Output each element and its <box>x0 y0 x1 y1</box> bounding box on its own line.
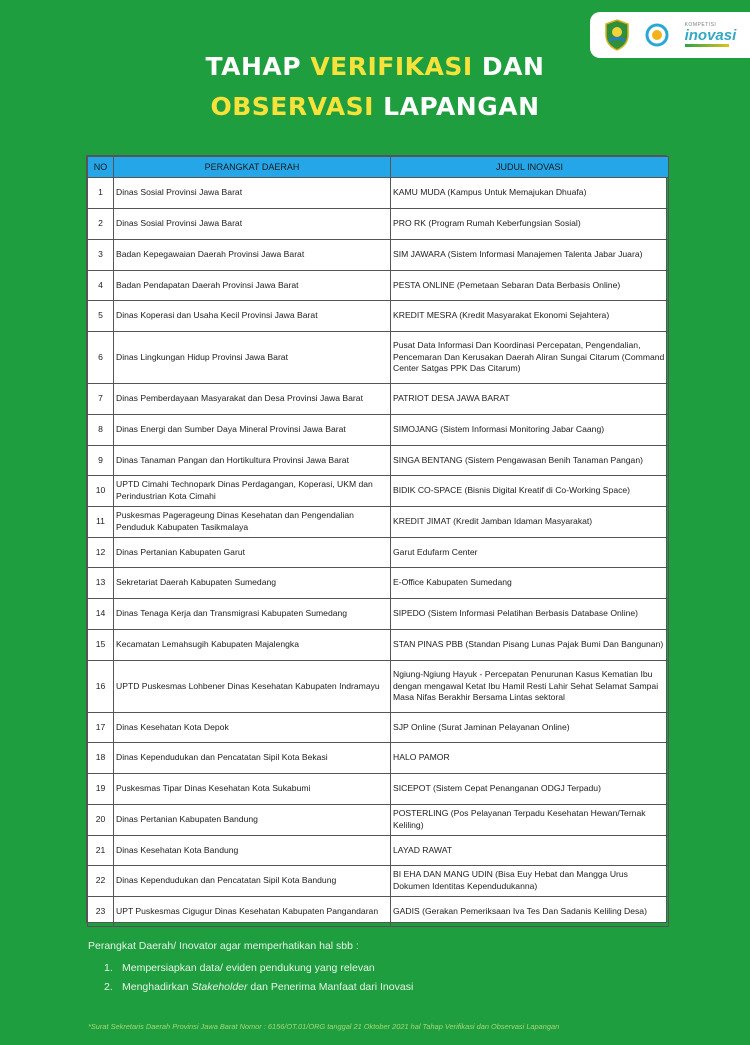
cell-no: 15 <box>88 630 114 661</box>
cell-perangkat-daerah: Kecamatan Lemahsugih Kabupaten Majalengka <box>114 630 391 661</box>
table-row <box>88 866 669 897</box>
cell-no: 18 <box>88 743 114 774</box>
cell-judul-inovasi: POSTERLING (Pos Pelayanan Terpadu Kesehatan Hewan/Ternak Keliling) <box>391 805 669 836</box>
cell-perangkat-daerah: Dinas Kependudukan dan Pencatatan Sipil Kota Bandung <box>114 866 391 897</box>
cell-perangkat-daerah: UPTD Puskesmas Lohbener Dinas Kesehatan Kabupaten Indramayu <box>114 661 391 713</box>
table-row <box>88 774 669 805</box>
cell-perangkat-daerah: Puskesmas Pagerageung Dinas Kesehatan dan Pengendalian Penduduk Kabupaten Tasikmalaya <box>114 507 391 538</box>
cell-judul-inovasi: BI EHA DAN MANG UDIN (Bisa Euy Hebat dan Mangga Urus Dokumen Identitas Kependudukanna) <box>391 866 669 897</box>
notes-heading: Perangkat Daerah/ Inovator agar memperhatikan hal sbb : <box>88 940 359 952</box>
cell-perangkat-daerah: Dinas Kesehatan Kota Bandung <box>114 836 391 866</box>
table-header-row <box>88 157 669 178</box>
cell-judul-inovasi: SIMOJANG (Sistem Informasi Monitoring Jabar Caang) <box>391 415 669 446</box>
table-row <box>88 415 669 446</box>
table-row <box>88 476 669 507</box>
title-part: DAN <box>472 52 545 81</box>
logo-big-text: inovasi <box>684 27 737 44</box>
cell-judul-inovasi: Pusat Data Informasi Dan Koordinasi Percepatan, Pengendalian, Pencemaran Dan Kerusakan Daerah Aliran Sungai Citarum (Command Center Satgas PPK Das Citarum) <box>391 332 669 384</box>
table <box>87 156 669 927</box>
cell-no: 14 <box>88 599 114 630</box>
table-row <box>88 332 669 384</box>
cell-no: 8 <box>88 415 114 446</box>
list-item-text: dan Penerima Manfaat dari Inovasi <box>247 981 414 993</box>
cell-perangkat-daerah: Dinas Pemberdayaan Masyarakat dan Desa Provinsi Jawa Barat <box>114 384 391 415</box>
cell-judul-inovasi: PATRIOT DESA JAWA BARAT <box>391 384 669 415</box>
cell-judul-inovasi: STAN PINAS PBB (Standan Pisang Lunas Pajak Bumi Dan Bangunan) <box>391 630 669 661</box>
logo-underline <box>685 44 729 47</box>
cell-perangkat-daerah: Dinas Sosial Provinsi Jawa Barat <box>114 209 391 240</box>
cell-no: 9 <box>88 446 114 476</box>
cell-judul-inovasi: PESTA ONLINE (Pemetaan Sebaran Data Berbasis Online) <box>391 271 669 301</box>
table-row <box>88 384 669 415</box>
list-item-number: 2. <box>104 981 113 993</box>
list-item <box>104 962 728 974</box>
cell-perangkat-daerah: UPTD Cimahi Technopark Dinas Perdagangan, Koperasi, UKM dan Perindustrian Kota Cimahi <box>114 476 391 507</box>
cell-judul-inovasi: SIPEDO (Sistem Informasi Pelatihan Berbasis Database Online) <box>391 599 669 630</box>
kompetisi-inovasi-logo <box>685 23 737 47</box>
innovation-table <box>86 155 667 923</box>
table-row <box>88 836 669 866</box>
cell-perangkat-daerah: Dinas Kesehatan Kota Depok <box>114 713 391 743</box>
page-title-line-1 <box>0 52 750 81</box>
cell-no: 4 <box>88 271 114 301</box>
cell-judul-inovasi: KAMU MUDA (Kampus Untuk Memajukan Dhuafa) <box>391 178 669 209</box>
table-row <box>88 507 669 538</box>
table-row <box>88 661 669 713</box>
cell-judul-inovasi: PRO RK (Program Rumah Keberfungsian Sosial) <box>391 209 669 240</box>
title-part: LAPANGAN <box>373 92 540 121</box>
cell-perangkat-daerah: Badan Kepegawaian Daerah Provinsi Jawa Barat <box>114 240 391 271</box>
column-header-judul-inovasi: JUDUL INOVASI <box>391 157 669 178</box>
cell-judul-inovasi: SJP Online (Surat Jaminan Pelayanan Online) <box>391 713 669 743</box>
list-item-number: 1. <box>104 962 113 974</box>
table-row <box>88 301 669 332</box>
table-row <box>88 446 669 476</box>
table-row <box>88 240 669 271</box>
cell-judul-inovasi: GADIS (Gerakan Pemeriksaan Iva Tes Dan Sadanis Keliling Desa) <box>391 897 669 927</box>
table-row <box>88 178 669 209</box>
cell-perangkat-daerah: Dinas Energi dan Sumber Daya Mineral Provinsi Jawa Barat <box>114 415 391 446</box>
cell-judul-inovasi: Garut Edufarm Center <box>391 538 669 568</box>
list-item-text: Menghadirkan <box>122 981 192 993</box>
list-item <box>104 981 728 993</box>
table-row <box>88 897 669 927</box>
organization-logo-icon <box>645 23 669 47</box>
table-row <box>88 271 669 301</box>
title-part-highlight: OBSERVASI <box>210 92 374 121</box>
cell-perangkat-daerah: Puskesmas Tipar Dinas Kesehatan Kota Sukabumi <box>114 774 391 805</box>
column-header-no: NO <box>88 157 114 178</box>
cell-judul-inovasi: BIDIK CO-SPACE (Bisnis Digital Kreatif di Co-Working Space) <box>391 476 669 507</box>
cell-perangkat-daerah: Dinas Koperasi dan Usaha Kecil Provinsi Jawa Barat <box>114 301 391 332</box>
cell-no: 23 <box>88 897 114 927</box>
cell-no: 10 <box>88 476 114 507</box>
table-row <box>88 713 669 743</box>
cell-no: 13 <box>88 568 114 599</box>
table-row <box>88 805 669 836</box>
footnote: *Surat Sekretaris Daerah Provinsi Jawa Barat Nomor : 6156/OT.01/ORG tanggal 21 Oktober 2021 hal Tahap Verifikasi dan Observasi Lapangan <box>88 1022 560 1031</box>
cell-no: 17 <box>88 713 114 743</box>
cell-perangkat-daerah: Dinas Tanaman Pangan dan Hortikultura Provinsi Jawa Barat <box>114 446 391 476</box>
cell-perangkat-daerah: Dinas Pertanian Kabupaten Bandung <box>114 805 391 836</box>
cell-perangkat-daerah: Badan Pendapatan Daerah Provinsi Jawa Barat <box>114 271 391 301</box>
cell-judul-inovasi: HALO PAMOR <box>391 743 669 774</box>
cell-no: 21 <box>88 836 114 866</box>
cell-no: 5 <box>88 301 114 332</box>
table-row <box>88 568 669 599</box>
table-row <box>88 630 669 661</box>
column-header-perangkat-daerah: PERANGKAT DAERAH <box>114 157 391 178</box>
notes-section <box>88 940 728 1000</box>
cell-judul-inovasi: SICEPOT (Sistem Cepat Penanganan ODGJ Terpadu) <box>391 774 669 805</box>
west-java-emblem-icon <box>604 19 630 51</box>
cell-perangkat-daerah: Dinas Tenaga Kerja dan Transmigrasi Kabupaten Sumedang <box>114 599 391 630</box>
cell-no: 22 <box>88 866 114 897</box>
cell-no: 1 <box>88 178 114 209</box>
cell-judul-inovasi: LAYAD RAWAT <box>391 836 669 866</box>
list-item-emphasis: Stakeholder <box>191 981 248 993</box>
table-row <box>88 743 669 774</box>
cell-perangkat-daerah: Dinas Kependudukan dan Pencatatan Sipil Kota Bekasi <box>114 743 391 774</box>
cell-judul-inovasi: SINGA BENTANG (Sistem Pengawasan Benih Tanaman Pangan) <box>391 446 669 476</box>
title-part-highlight: VERIFIKASI <box>310 52 473 81</box>
cell-judul-inovasi: E-Office Kabupaten Sumedang <box>391 568 669 599</box>
cell-perangkat-daerah: Dinas Pertanian Kabupaten Garut <box>114 538 391 568</box>
cell-judul-inovasi: Ngiung-Ngiung Hayuk - Percepatan Penurunan Kasus Kematian Ibu dengan mengawal Ketat Ibu Hamil Resti Lahir Sehat Selamat Sampai Masa Nifas Berakhir Bersama Lintas sektoral <box>391 661 669 713</box>
cell-judul-inovasi: SIM JAWARA (Sistem Informasi Manajemen Talenta Jabar Juara) <box>391 240 669 271</box>
cell-judul-inovasi: KREDIT MESRA (Kredit Masyarakat Ekonomi Sejahtera) <box>391 301 669 332</box>
cell-perangkat-daerah: UPT Puskesmas Cigugur Dinas Kesehatan Kabupaten Pangandaran <box>114 897 391 927</box>
page-title-line-2 <box>0 92 750 121</box>
cell-perangkat-daerah: Sekretariat Daerah Kabupaten Sumedang <box>114 568 391 599</box>
cell-no: 2 <box>88 209 114 240</box>
title-part: TAHAP <box>205 52 311 81</box>
cell-perangkat-daerah: Dinas Sosial Provinsi Jawa Barat <box>114 178 391 209</box>
table-row <box>88 209 669 240</box>
cell-no: 16 <box>88 661 114 713</box>
table-row <box>88 599 669 630</box>
cell-no: 7 <box>88 384 114 415</box>
cell-perangkat-daerah: Dinas Lingkungan Hidup Provinsi Jawa Barat <box>114 332 391 384</box>
cell-no: 3 <box>88 240 114 271</box>
list-item-text: Mempersiapkan data/ eviden pendukung yang relevan <box>122 962 375 974</box>
logo-small-text: KOMPETISI <box>684 22 717 28</box>
notes-list <box>88 962 728 993</box>
cell-no: 11 <box>88 507 114 538</box>
cell-no: 12 <box>88 538 114 568</box>
cell-no: 20 <box>88 805 114 836</box>
cell-no: 19 <box>88 774 114 805</box>
cell-judul-inovasi: KREDIT JIMAT (Kredit Jamban Idaman Masyarakat) <box>391 507 669 538</box>
table-row <box>88 538 669 568</box>
cell-no: 6 <box>88 332 114 384</box>
